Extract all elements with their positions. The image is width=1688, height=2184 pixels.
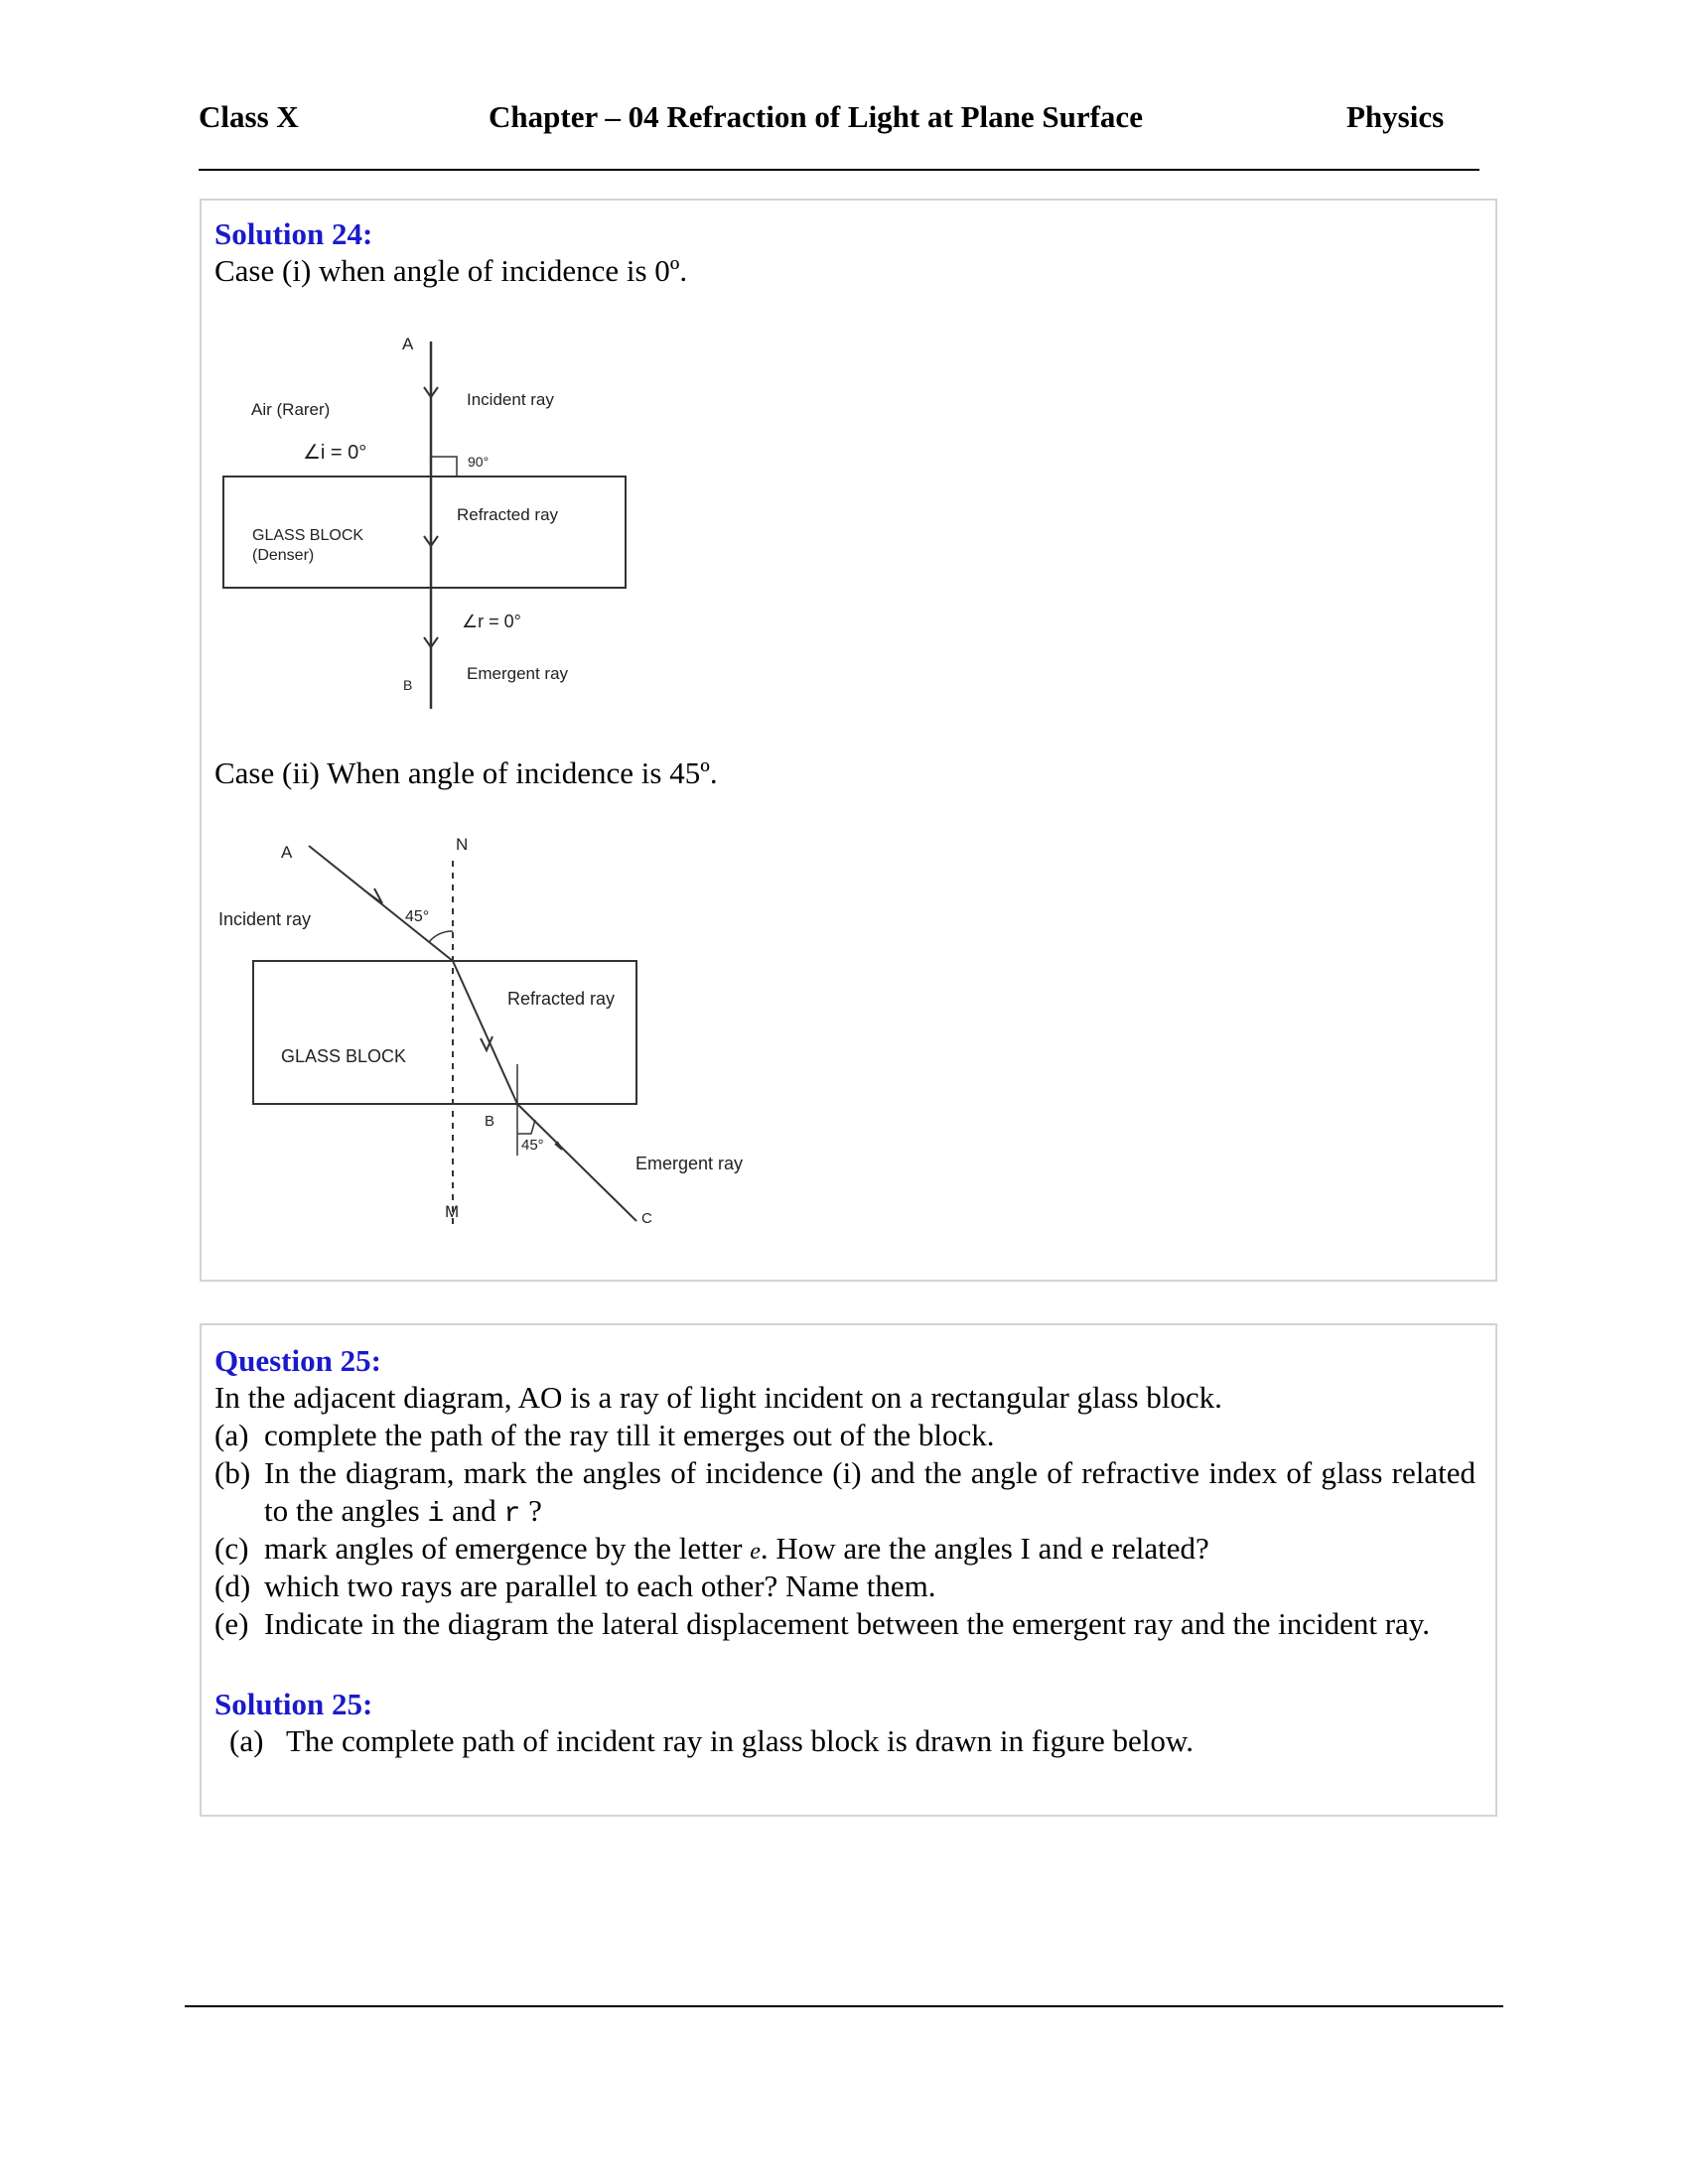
angle-arc-top-icon (429, 931, 453, 942)
item-text-post: . How are the angles I and e related? (760, 1531, 1209, 1566)
label-incident-ray: Incident ray (467, 390, 554, 409)
label-c: C (641, 1210, 652, 1227)
label-angle-45-bottom: 45° (521, 1137, 544, 1154)
label-b: B (403, 677, 413, 693)
item-text-and: and (452, 1493, 496, 1528)
item-text: complete the path of the ray till it emerges out of the block. (264, 1418, 995, 1452)
diagram-oblique-incidence (202, 816, 916, 1283)
symbol-r: r (503, 1499, 521, 1530)
item-label: (d) (214, 1569, 251, 1603)
solution-25-label-a: (a) (229, 1723, 264, 1758)
solution-25-title: Solution 25: (214, 1687, 373, 1721)
question-25-intro: In the adjacent diagram, AO is a ray of light incident on a rectangular glass block. (214, 1380, 1222, 1415)
question-25-item-e (214, 1605, 1476, 1643)
solution-24-case-2: Case (ii) When angle of incidence is 45º. (214, 755, 718, 790)
item-text-pre: mark angles of emergence by the letter (264, 1531, 743, 1566)
label-b: B (485, 1113, 495, 1130)
item-text: Indicate in the diagram the lateral displacement between the emergent ray and the incident ray. (264, 1606, 1431, 1641)
label-emergent-ray: Emergent ray (635, 1154, 744, 1173)
header-class: Class X (199, 99, 299, 134)
label-glass-block: GLASS BLOCK (281, 1046, 407, 1066)
angle-mark-bottom-icon (517, 1120, 535, 1134)
header-subject: Physics (1346, 99, 1445, 134)
footer-rule (185, 2005, 1503, 2007)
question-25-item-d (214, 1568, 1476, 1605)
question-25-title: Question 25: (214, 1343, 381, 1378)
item-label: (c) (214, 1531, 249, 1566)
label-glass-block: GLASS BLOCK (252, 527, 364, 544)
item-label: (e) (214, 1606, 249, 1641)
label-angle-45-top: 45° (405, 908, 430, 925)
glass-block-rect (253, 961, 636, 1104)
diagram-normal-incidence (202, 201, 897, 737)
item-text (264, 1530, 1476, 1570)
label-refracted-ray: Refracted ray (507, 989, 616, 1009)
question-25-item-c (214, 1530, 1476, 1570)
label-a: A (402, 335, 414, 353)
question-25-item-a (214, 1417, 1476, 1454)
header-chapter: Chapter – 04 Refraction of Light at Plane Surface (489, 99, 1143, 134)
label-incident-ray: Incident ray (218, 909, 312, 929)
label-angle-r: ∠r = 0° (462, 612, 521, 631)
symbol-e: e (750, 1539, 761, 1565)
label-angle-i: ∠i = 0° (303, 442, 367, 464)
item-text: which two rays are parallel to each other? Name them. (264, 1569, 936, 1603)
solution-24-title: Solution 24: (214, 216, 373, 251)
solution-24-case-1: Case (i) when angle of incidence is 0º. (214, 253, 688, 288)
label-denser: (Denser) (252, 547, 315, 564)
item-text-end: ? (528, 1493, 542, 1528)
item-label: (b) (214, 1455, 251, 1490)
solution-24-box (200, 199, 1497, 1282)
label-air: Air (Rarer) (251, 400, 331, 419)
refracted-ray (453, 961, 517, 1104)
label-90: 90° (468, 454, 490, 470)
item-text-main: In the diagram, mark the angles of incidence (i) and the angle of refractive index of glass related to the angles (264, 1455, 1476, 1528)
right-angle-mark-icon (431, 457, 457, 477)
question-25-item-b (214, 1454, 1476, 1534)
label-refracted-ray: Refracted ray (457, 505, 559, 524)
header-rule (199, 169, 1479, 171)
question-25-box (200, 1323, 1497, 1817)
solution-25-text-a: The complete path of incident ray in glass block is drawn in figure below. (286, 1723, 1194, 1758)
label-emergent-ray: Emergent ray (467, 664, 569, 683)
symbol-i: i (427, 1499, 445, 1530)
item-text (264, 1454, 1476, 1534)
label-m: M (445, 1202, 460, 1221)
item-label: (a) (214, 1418, 249, 1452)
incident-arrow-icon (368, 888, 382, 903)
label-n: N (456, 835, 469, 854)
label-a: A (281, 843, 293, 862)
